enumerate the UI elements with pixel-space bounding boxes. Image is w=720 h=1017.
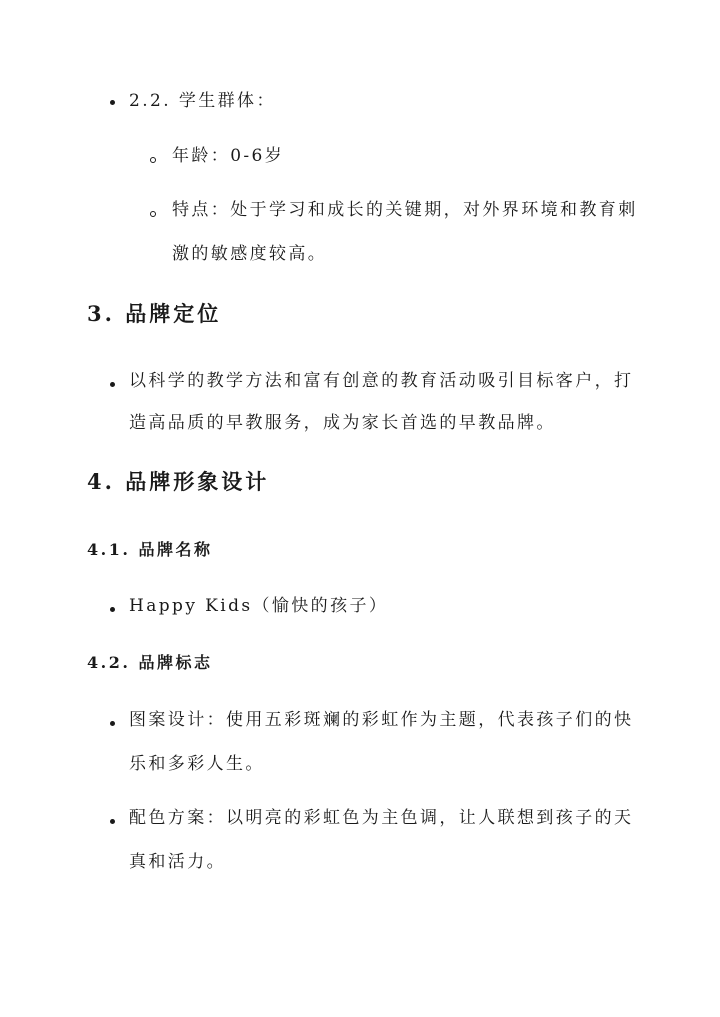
bullet-icon bbox=[110, 607, 115, 612]
section-4-2-heading: 4.2. 品牌标志 bbox=[87, 653, 213, 672]
sub-bullet-icon bbox=[150, 211, 156, 217]
traits-item-line1: 特点：处于学习和成长的关键期，对外界环境和教育刺 bbox=[172, 200, 638, 220]
bullet-icon bbox=[110, 819, 115, 824]
traits-item-line2: 激的敏感度较高。 bbox=[172, 244, 328, 264]
bullet-icon bbox=[110, 721, 115, 726]
bullet-icon bbox=[110, 382, 115, 387]
color-scheme-line1: 配色方案：以明亮的彩虹色为主色调，让人联想到孩子的天 bbox=[129, 808, 634, 828]
sub-bullet-icon bbox=[150, 157, 156, 163]
age-item: 年龄：0-6岁 bbox=[172, 146, 285, 166]
section-4-1-heading: 4.1. 品牌名称 bbox=[87, 540, 213, 559]
positioning-item-line2: 造高品质的早教服务，成为家长首选的早教品牌。 bbox=[129, 413, 556, 433]
bullet-icon bbox=[110, 100, 115, 105]
section-3-heading: 3. 品牌定位 bbox=[87, 301, 222, 326]
pattern-design-line2: 乐和多彩人生。 bbox=[129, 754, 265, 774]
positioning-item-line1: 以科学的教学方法和富有创意的教育活动吸引目标客户，打 bbox=[129, 371, 634, 391]
section-2-2-title: 2.2. 学生群体： bbox=[129, 91, 276, 111]
section-4-heading: 4. 品牌形象设计 bbox=[87, 469, 270, 494]
pattern-design-line1: 图案设计：使用五彩斑斓的彩虹作为主题，代表孩子们的快 bbox=[129, 710, 634, 730]
brand-name-item: Happy Kids（愉快的孩子） bbox=[129, 596, 389, 616]
color-scheme-line2: 真和活力。 bbox=[129, 852, 226, 872]
